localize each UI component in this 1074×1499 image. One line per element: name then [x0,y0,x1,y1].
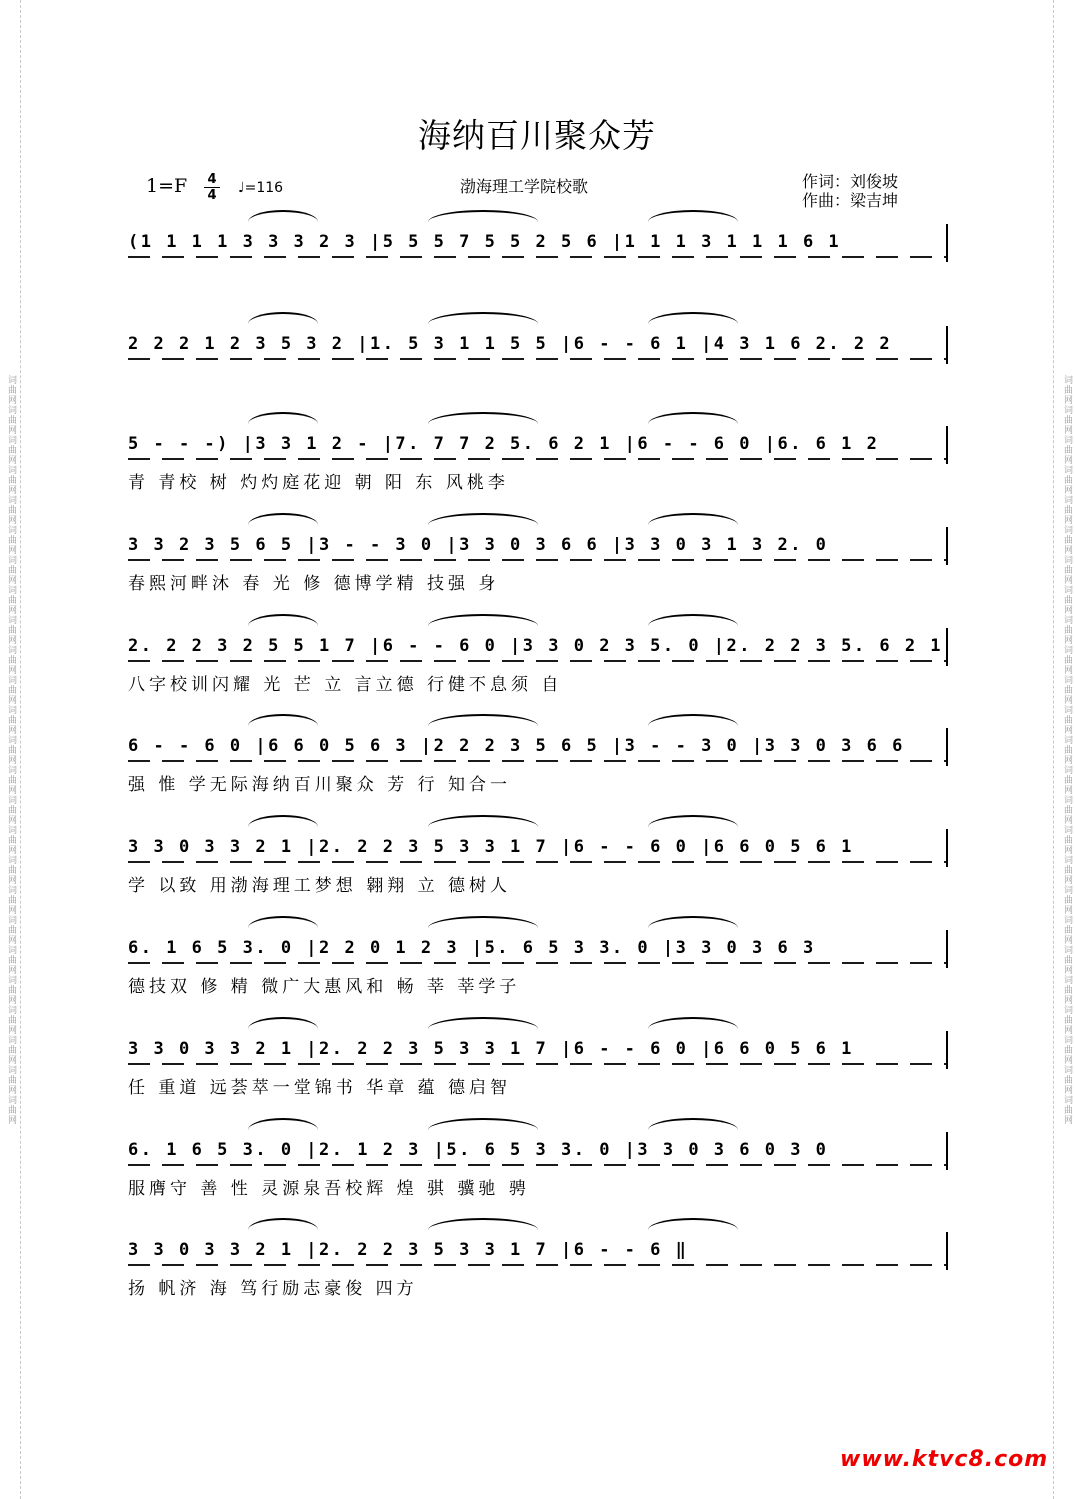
slur-mark [248,312,318,324]
notation-line: 6. 1 6 5 3. 0 |2 2 0 1 2 3 |5. 6 5 3 3. 0 |3 3 0 3 6 3 [128,938,816,958]
slur-mark [648,513,738,525]
beam-underline [128,358,948,360]
slur-mark [428,916,538,928]
slur-mark [648,614,738,626]
barline [946,829,948,867]
site-watermark: www.ktvc8.com [840,1447,1049,1472]
notation-line: 2. 2 2 3 2 5 5 1 7 |6 - - 6 0 |3 3 0 2 3 5. 0 |2. 2 2 3 5. 6 2 1 [128,636,944,656]
lyrics-line: 德技双 修 精 微广大惠风和 畅 莘 莘学子 [128,977,521,997]
slur-mark [248,916,318,928]
left-cut-line [20,0,21,1499]
beam-underline [128,660,948,662]
notation-line: 5 - - -) |3 3 1 2 - |7. 7 7 2 5. 6 2 1 |6 - - 6 0 |6. 6 1 2 [128,434,880,454]
slur-mark [428,714,538,726]
lyricist: 作词：刘俊坡 [802,172,899,191]
notation-line: 6 - - 6 0 |6 6 0 5 6 3 |2 2 2 3 5 6 5 |3 - - 3 0 |3 3 0 3 6 6 [128,736,905,756]
meter-top: 4 [207,172,217,187]
slur-mark [648,916,738,928]
lyrics-line: 春熙河畔沐 春 光 修 德博学精 技强 身 [128,574,500,594]
time-signature [204,172,220,203]
slur-mark [648,210,738,222]
notation-line: 3 3 0 3 3 2 1 |2. 2 2 3 5 3 3 1 7 |6 - - 6 0 |6 6 0 5 6 1 [128,1039,854,1059]
notation-line: 2 2 2 1 2 3 5 3 2 |1. 5 3 1 1 5 5 |6 - - 6 1 |4 3 1 6 2. 2 2 [128,334,893,354]
composer: 作曲：梁吉坤 [802,191,899,210]
slur-mark [248,815,318,827]
beam-underline [128,962,948,964]
barline [946,1031,948,1069]
slur-mark [428,513,538,525]
slur-mark [428,1218,538,1230]
beam-underline [128,1264,948,1266]
slur-mark [648,1218,738,1230]
beam-underline [128,1164,948,1166]
right-cut-line [1053,0,1054,1499]
credits [802,172,898,210]
side-watermark-right: 词曲网词曲网词曲网词曲网词曲网词曲网词曲网词曲网词曲网词曲网词曲网词曲网词曲网词曲网词曲网词曲网词曲网词曲网词曲网词曲网词曲网词曲网词曲网词曲网词曲网 [1062,374,1072,1125]
notation-line: 6. 1 6 5 3. 0 |2. 1 2 3 |5. 6 5 3 3. 0 |3 3 0 3 6 0 3 0 [128,1140,829,1160]
beam-underline [128,256,948,258]
slur-mark [428,412,538,424]
barline [946,224,948,262]
lyrics-line: 扬 帆济 海 笃行励志豪俊 四方 [128,1279,418,1299]
notation-line: (1 1 1 1 3 3 3 2 3 |5 5 5 7 5 5 2 5 6 |1 1 1 3 1 1 1 6 1 [128,232,842,252]
lyrics-line: 服膺守 善 性 灵源泉吾校辉 煌 骐 骥驰 骋 [128,1179,530,1199]
barline [946,426,948,464]
barline [946,326,948,364]
lyrics-line: 八字校训闪耀 光 芒 立 言立德 行健不息须 自 [128,675,563,695]
slur-mark [648,815,738,827]
lyrics-line: 任 重道 远荟萃一堂锦书 华章 蕴 德启智 [128,1078,512,1098]
barline [946,728,948,766]
barline [946,628,948,666]
barline [946,1132,948,1170]
slur-mark [648,714,738,726]
side-watermark-left: 词曲网词曲网词曲网词曲网词曲网词曲网词曲网词曲网词曲网词曲网词曲网词曲网词曲网词曲网词曲网词曲网词曲网词曲网词曲网词曲网词曲网词曲网词曲网词曲网词曲网 [6,374,16,1125]
slur-mark [248,1118,318,1130]
slur-mark [248,1017,318,1029]
barline [946,1232,948,1270]
lyrics-line: 学 以致 用渤海理工梦想 翱翔 立 德树人 [128,876,512,896]
barline [946,930,948,968]
notation-line: 3 3 2 3 5 6 5 |3 - - 3 0 |3 3 0 3 6 6 |3 3 0 3 1 3 2. 0 [128,535,829,555]
slur-mark [648,1017,738,1029]
slur-mark [648,312,738,324]
slur-mark [248,210,318,222]
slur-mark [428,210,538,222]
slur-mark [248,714,318,726]
song-title: 海纳百川聚众芳 [418,116,656,155]
slur-mark [428,815,538,827]
slur-mark [428,614,538,626]
meter-bottom: 4 [204,187,220,203]
beam-underline [128,458,948,460]
notation-line: 3 3 0 3 3 2 1 |2. 2 2 3 5 3 3 1 7 |6 - - 6 0 |6 6 0 5 6 1 [128,837,854,857]
slur-mark [648,412,738,424]
beam-underline [128,861,948,863]
lyrics-line: 青 青校 树 灼灼庭花迎 朝 阳 东 风桃李 [128,473,509,493]
slur-mark [428,1017,538,1029]
notation-line: 3 3 0 3 3 2 1 |2. 2 2 3 5 3 3 1 7 |6 - - 6 ‖ [128,1240,689,1260]
key-signature: 1=F [146,175,188,197]
slur-mark [248,614,318,626]
slur-mark [248,513,318,525]
beam-underline [128,760,948,762]
beam-underline [128,559,948,561]
slur-mark [428,1118,538,1130]
slur-mark [648,1118,738,1130]
slur-mark [428,312,538,324]
barline [946,527,948,565]
lyrics-line: 强 惟 学无际海纳百川聚众 芳 行 知合一 [128,775,512,795]
slur-mark [248,1218,318,1230]
beam-underline [128,1063,948,1065]
subtitle: 渤海理工学院校歌 [460,177,589,196]
slur-mark [248,412,318,424]
tempo-marking: ♩=116 [238,180,284,196]
